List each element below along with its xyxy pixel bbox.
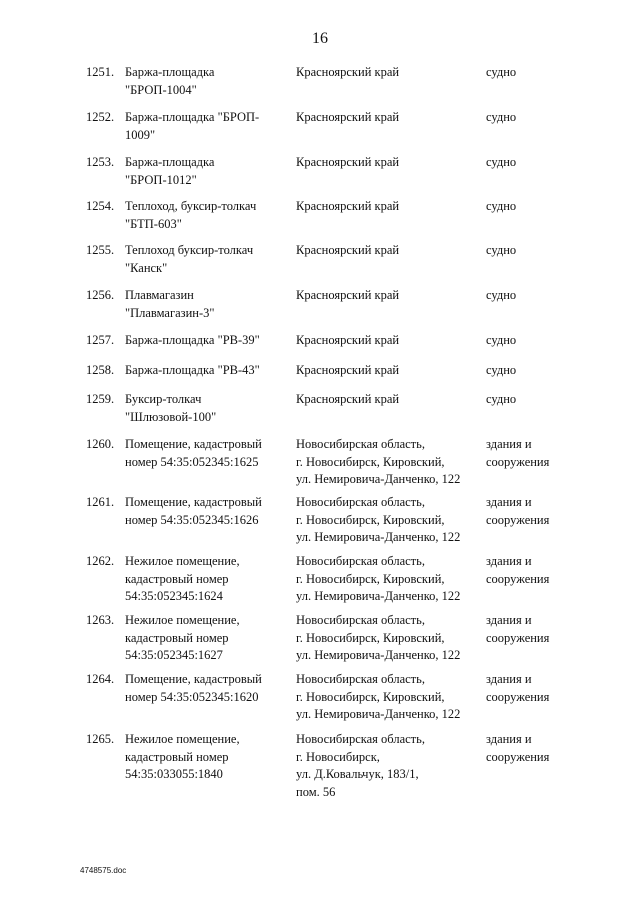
object-name [125, 731, 290, 784]
object-type [486, 109, 596, 127]
object-name [125, 494, 290, 529]
row-number-text: 1258. [86, 363, 115, 377]
row-number-text: 1263. [86, 613, 115, 627]
object-location [296, 64, 481, 82]
row-number [86, 391, 124, 409]
object-location-line: Красноярский край [296, 155, 400, 169]
row-number-text: 1256. [86, 288, 115, 302]
object-type [486, 436, 596, 471]
object-name-line: Нежилое помещение, [125, 732, 240, 746]
object-location-line: ул. Немировича-Данченко, 122 [296, 530, 461, 544]
page-number: 16 [312, 30, 328, 47]
object-name [125, 198, 290, 233]
object-name [125, 391, 290, 426]
row-number [86, 612, 124, 630]
object-name-line: Баржа-площадка "РВ-43" [125, 363, 260, 377]
object-name-line: Баржа-площадка "РВ-39" [125, 333, 260, 347]
object-name-line: "Канск" [125, 260, 168, 275]
object-type-line: здания и [486, 495, 532, 509]
row-number-text: 1261. [86, 495, 115, 509]
object-name [125, 64, 290, 99]
object-location [296, 671, 481, 724]
object-type-line: судно [486, 199, 517, 213]
object-location [296, 494, 481, 547]
object-type [486, 671, 596, 706]
object-location-line: Красноярский край [296, 243, 400, 257]
object-location-line: ул. Немировича-Данченко, 122 [296, 589, 461, 603]
object-name-line: Помещение, кадастровый [125, 437, 262, 451]
object-name-line: "БРОП-1004" [125, 82, 197, 97]
object-type [486, 242, 596, 260]
object-name [125, 154, 290, 189]
row-number-text: 1251. [86, 65, 115, 79]
row-number [86, 198, 124, 216]
object-name [125, 332, 290, 350]
row-number [86, 436, 124, 454]
object-name [125, 671, 290, 706]
object-name-line: Баржа-площадка [125, 65, 215, 79]
object-name [125, 436, 290, 471]
row-number-text: 1255. [86, 243, 115, 257]
row-number [86, 109, 124, 127]
object-name-line: 54:35:052345:1627 [125, 648, 223, 662]
object-type [486, 391, 596, 409]
object-name-line: Баржа-площадка [125, 155, 215, 169]
object-location-line: г. Новосибирск, [296, 749, 380, 764]
object-type-line: здания и [486, 554, 532, 568]
object-name [125, 242, 290, 277]
object-location-line: Новосибирская область, [296, 672, 425, 686]
object-name-line: Баржа-площадка "БРОП- [125, 110, 260, 124]
object-location-line: Красноярский край [296, 110, 400, 124]
object-name [125, 553, 290, 606]
object-name-line: 54:35:033055:1840 [125, 767, 223, 781]
object-type-line: сооружения [486, 689, 550, 704]
object-type-line: сооружения [486, 454, 550, 469]
object-type [486, 154, 596, 172]
object-location [296, 391, 481, 409]
object-name-line: "БРОП-1012" [125, 172, 197, 187]
row-number [86, 332, 124, 350]
object-type-line: судно [486, 155, 517, 169]
object-location-line: Новосибирская область, [296, 554, 425, 568]
object-type-line: судно [486, 392, 517, 406]
object-name-line: Нежилое помещение, [125, 554, 240, 568]
object-name-line: кадастровый номер [125, 630, 229, 645]
object-name-line: Буксир-толкач [125, 392, 202, 406]
object-type [486, 287, 596, 305]
object-type [486, 332, 596, 350]
object-location-line: пом. 56 [296, 784, 336, 799]
object-type-line: здания и [486, 437, 532, 451]
row-number-text: 1262. [86, 554, 115, 568]
object-name-line: "БТП-603" [125, 216, 182, 231]
row-number [86, 671, 124, 689]
object-type-line: здания и [486, 613, 532, 627]
object-location-line: ул. Немировича-Данченко, 122 [296, 648, 461, 662]
object-name-line: номер 54:35:052345:1626 [125, 512, 259, 527]
object-location [296, 362, 481, 380]
object-location-line: ул. Д.Ковальчук, 183/1, [296, 767, 419, 781]
object-location-line: Новосибирская область, [296, 495, 425, 509]
row-number [86, 154, 124, 172]
object-name-line: "Шлюзовой-100" [125, 409, 217, 424]
object-location [296, 436, 481, 489]
object-location-line: Новосибирская область, [296, 437, 425, 451]
row-number [86, 553, 124, 571]
object-location-line: Красноярский край [296, 333, 400, 347]
row-number [86, 731, 124, 749]
object-location [296, 287, 481, 305]
object-location-line: Красноярский край [296, 288, 400, 302]
object-name [125, 612, 290, 665]
object-location [296, 198, 481, 216]
object-location-line: г. Новосибирск, Кировский, [296, 512, 445, 527]
row-number [86, 494, 124, 512]
object-type-line: здания и [486, 732, 532, 746]
object-type-line: судно [486, 288, 517, 302]
object-name-line: "Плавмагазин-3" [125, 305, 215, 320]
object-type-line: судно [486, 363, 517, 377]
object-location [296, 553, 481, 606]
object-location-line: Красноярский край [296, 199, 400, 213]
object-location-line: Красноярский край [296, 363, 400, 377]
object-type [486, 612, 596, 647]
row-number-text: 1257. [86, 333, 115, 347]
object-name-line: Помещение, кадастровый [125, 672, 262, 686]
row-number-text: 1265. [86, 732, 115, 746]
row-number-text: 1252. [86, 110, 115, 124]
object-name-line: Теплоход, буксир-толкач [125, 199, 257, 213]
row-number [86, 362, 124, 380]
object-name-line: номер 54:35:052345:1620 [125, 689, 259, 704]
object-location-line: ул. Немировича-Данченко, 122 [296, 472, 461, 486]
object-name-line: кадастровый номер [125, 749, 229, 764]
object-type-line: судно [486, 65, 517, 79]
object-type-line: судно [486, 243, 517, 257]
object-location [296, 731, 481, 801]
object-name-line: Плавмагазин [125, 288, 194, 302]
object-location [296, 612, 481, 665]
object-location [296, 242, 481, 260]
row-number [86, 287, 124, 305]
object-type [486, 553, 596, 588]
object-type [486, 362, 596, 380]
object-name-line: Теплоход буксир-толкач [125, 243, 254, 257]
object-name [125, 109, 290, 144]
object-location-line: г. Новосибирск, Кировский, [296, 454, 445, 469]
row-number [86, 242, 124, 260]
row-number-text: 1260. [86, 437, 115, 451]
object-location-line: г. Новосибирск, Кировский, [296, 689, 445, 704]
object-location-line: г. Новосибирск, Кировский, [296, 571, 445, 586]
object-type-line: судно [486, 333, 517, 347]
object-name-line: Помещение, кадастровый [125, 495, 262, 509]
object-location-line: г. Новосибирск, Кировский, [296, 630, 445, 645]
object-name [125, 362, 290, 380]
object-type [486, 64, 596, 82]
object-name [125, 287, 290, 322]
object-location-line: Новосибирская область, [296, 613, 425, 627]
object-location [296, 109, 481, 127]
object-type-line: сооружения [486, 749, 550, 764]
object-type-line: судно [486, 110, 517, 124]
object-name-line: Нежилое помещение, [125, 613, 240, 627]
object-location-line: ул. Немировича-Данченко, 122 [296, 707, 461, 721]
object-location-line: Новосибирская область, [296, 732, 425, 746]
object-name-line: номер 54:35:052345:1625 [125, 454, 259, 469]
object-type-line: здания и [486, 672, 532, 686]
object-name-line: кадастровый номер [125, 571, 229, 586]
object-location [296, 154, 481, 172]
object-type-line: сооружения [486, 512, 550, 527]
object-type-line: сооружения [486, 630, 550, 645]
row-number-text: 1259. [86, 392, 115, 406]
object-location-line: Красноярский край [296, 65, 400, 79]
object-name-line: 54:35:052345:1624 [125, 589, 223, 603]
object-type [486, 731, 596, 766]
row-number-text: 1264. [86, 672, 115, 686]
object-type [486, 494, 596, 529]
object-type-line: сооружения [486, 571, 550, 586]
row-number-text: 1253. [86, 155, 115, 169]
object-name-line: 1009" [125, 127, 156, 142]
object-location-line: Красноярский край [296, 392, 400, 406]
object-location [296, 332, 481, 350]
row-number [86, 64, 124, 82]
document-filename: 4748575.doc [80, 866, 127, 875]
object-type [486, 198, 596, 216]
row-number-text: 1254. [86, 199, 115, 213]
